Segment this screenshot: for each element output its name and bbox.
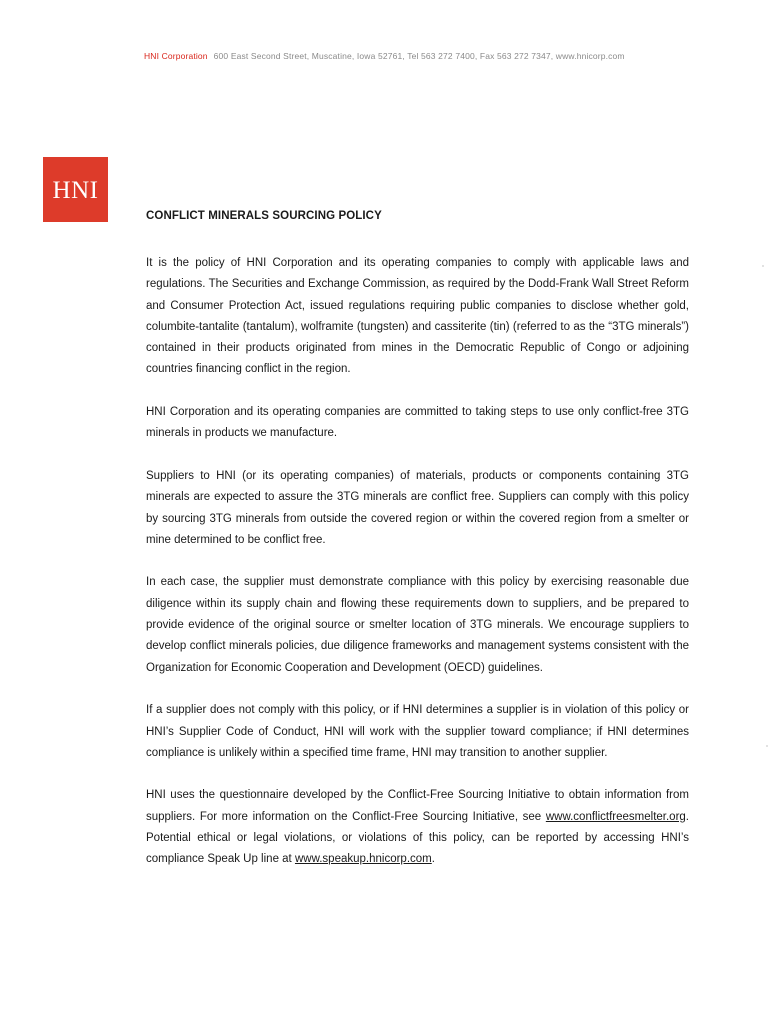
resources-text-2: . Potential ethical or legal violations, or violations of this policy, can be reported by accessing HNI’s compliance Speak Up line at	[146, 810, 689, 866]
letterhead-company: HNI Corporation	[144, 51, 208, 61]
scan-speck	[762, 265, 764, 267]
policy-body	[146, 253, 689, 892]
speakup-link[interactable]: www.speakup.hnicorp.com	[294, 853, 432, 866]
paragraph-resources	[146, 785, 689, 870]
paragraph-supplier-expectations: Suppliers to HNI (or its operating companies) of materials, products or components containing 3TG minerals are expected to assure the 3TG minerals are conflict free. Suppliers can comply with this policy by sourcing 3TG minerals from outside the covered region or within the covered region from a smelter or mine determined to be conflict free.	[146, 469, 689, 546]
letterhead-address: 600 East Second Street, Muscatine, Iowa 52761, Tel 563 272 7400, Fax 563 272 7347, www.hnicorp.com	[213, 51, 625, 61]
letterhead	[144, 51, 625, 61]
conflictfreesmelter-link[interactable]: www.conflictfreesmelter.org	[545, 810, 686, 823]
scan-speck	[766, 745, 768, 747]
hni-logo	[43, 157, 108, 222]
resources-text-1: HNI uses the questionnaire developed by the Conflict-Free Sourcing Initiative to obtain information from suppliers. For more information on the Conflict-Free Sourcing Initiative, see	[146, 789, 689, 823]
paragraph-intro: It is the policy of HNI Corporation and its operating companies to comply with applicable laws and regulations. The Securities and Exchange Commission, as required by the Dodd-Frank Wall Street Reform and Consumer Protection Act, issued regulations requiring public companies to disclose whether gold, columbite-tantalite (tantalum), wolframite (tungsten) and cassiterite (tin) (referred to as the “3TG minerals”) contained in their products originated from mines in the Democratic Republic of Congo or adjoining countries financing conflict in the region.	[146, 257, 689, 376]
paragraph-commitment: HNI Corporation and its operating companies are committed to taking steps to use only conflict-free 3TG minerals in products we manufacture.	[146, 406, 689, 440]
page-title: CONFLICT MINERALS SOURCING POLICY	[146, 210, 382, 222]
paragraph-noncompliance: If a supplier does not comply with this policy, or if HNI determines a supplier is in violation of this policy or HNI’s Supplier Code of Conduct, HNI will work with the supplier toward compliance; if HNI determines compliance is unlikely within a specified time frame, HNI may transition to another supplier.	[146, 704, 689, 759]
resources-text-3: .	[431, 853, 435, 866]
paragraph-due-diligence: In each case, the supplier must demonstrate compliance with this policy by exercising reasonable due diligence within its supply chain and flowing these requirements down to suppliers, and be prepared to provide evidence of the original source or smelter location of 3TG minerals. We encourage suppliers to develop conflict minerals policies, due diligence frameworks and management systems consistent with the Organization for Economic Cooperation and Development (OECD) guidelines.	[146, 576, 689, 674]
logo-text: HNI	[52, 177, 99, 204]
